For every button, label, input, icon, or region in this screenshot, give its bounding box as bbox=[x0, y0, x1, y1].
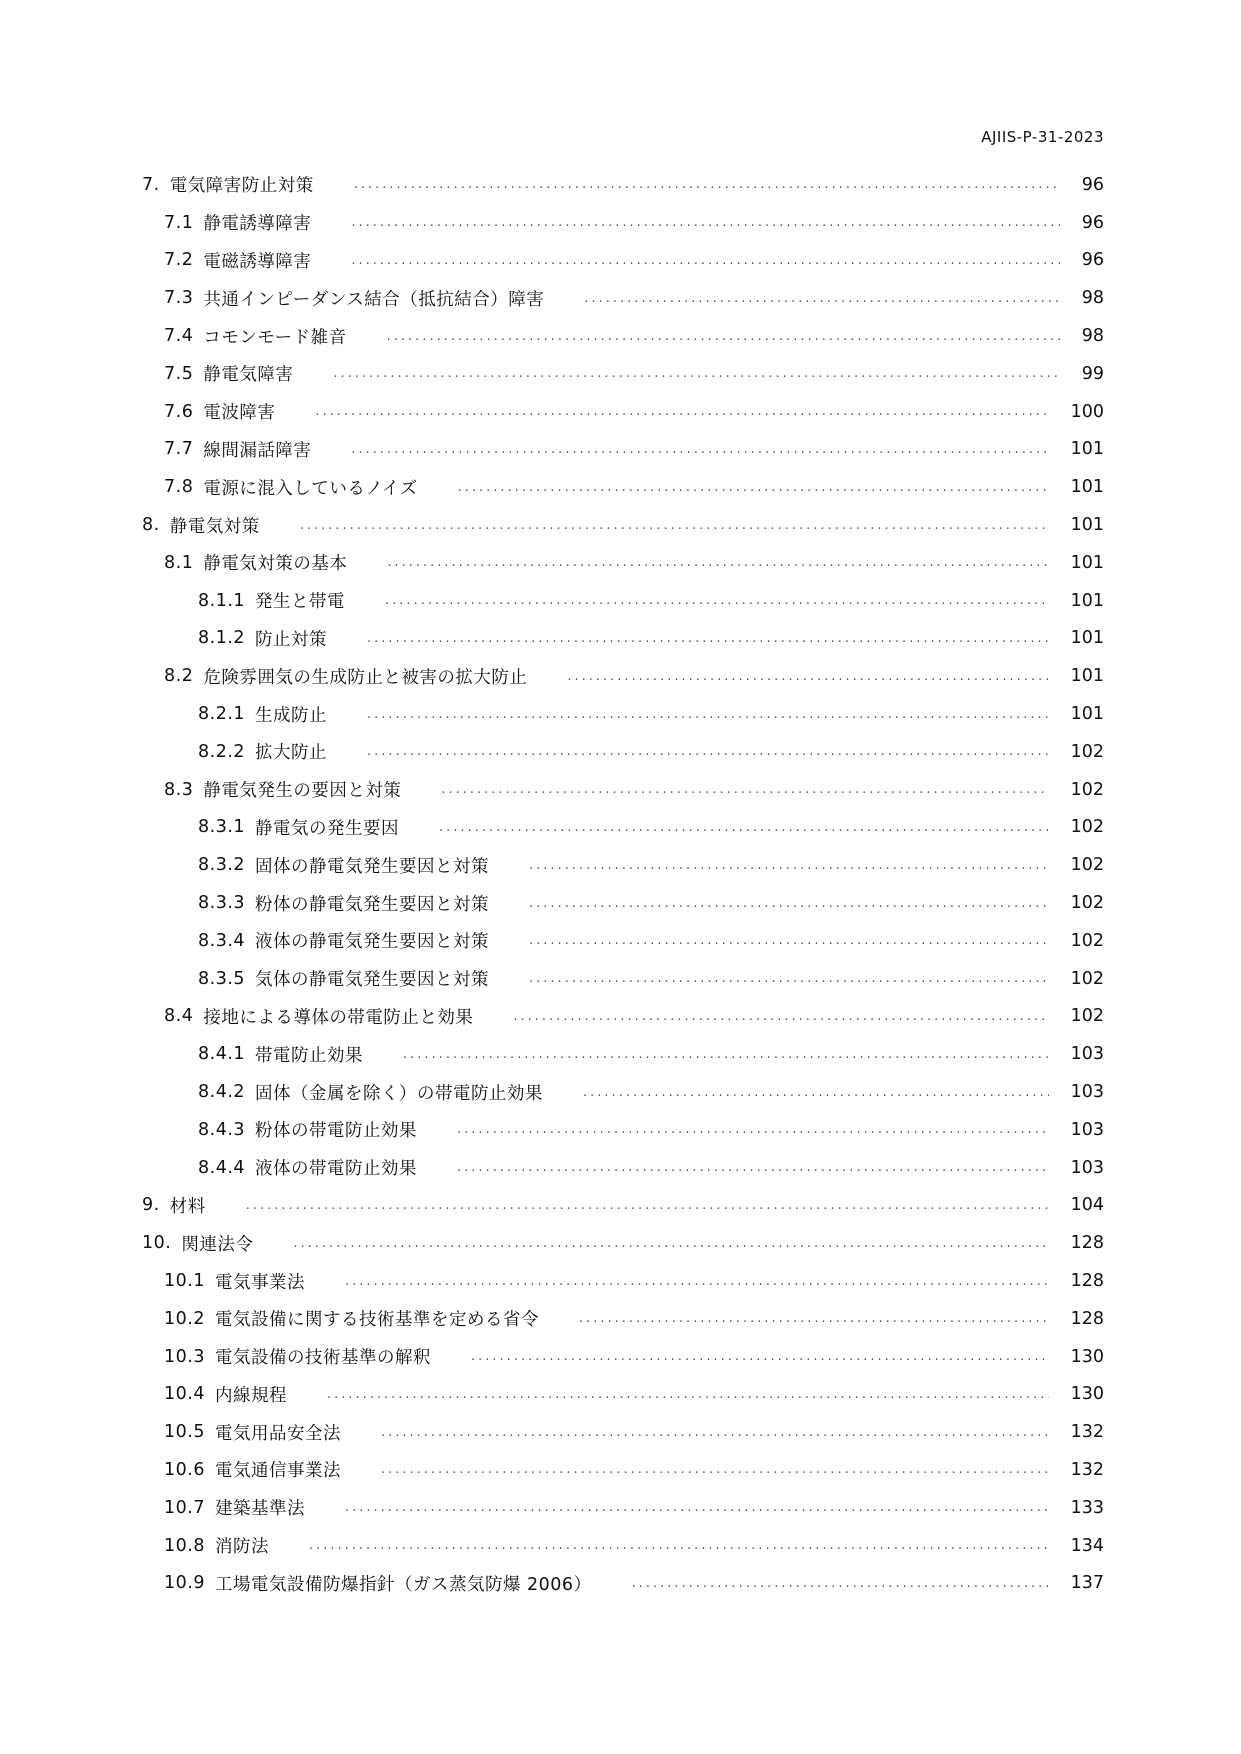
toc-entry[interactable] bbox=[142, 1489, 1104, 1527]
toc-entry-title: 電気設備の技術基準の解釈 bbox=[214, 1348, 431, 1369]
toc-entry-title: 静電気発生の要因と対策 bbox=[203, 781, 402, 802]
toc-entry-title: 気体の静電気発生要因と対策 bbox=[255, 970, 490, 991]
toc-entry[interactable] bbox=[142, 1262, 1104, 1300]
toc-entry[interactable] bbox=[142, 657, 1104, 695]
toc-entry-page: 102 bbox=[1070, 779, 1104, 800]
toc-entry-page: 102 bbox=[1070, 855, 1104, 876]
dot-leader bbox=[457, 1123, 1049, 1136]
toc-entry[interactable] bbox=[142, 1149, 1104, 1187]
toc-entry-title: 電気事業法 bbox=[214, 1272, 305, 1293]
toc-entry-number: 8.1 bbox=[164, 552, 194, 573]
toc-entry-page: 103 bbox=[1070, 1157, 1104, 1178]
dot-leader bbox=[513, 1010, 1048, 1023]
toc-entry-page: 132 bbox=[1070, 1459, 1104, 1480]
toc-entry-title: 接地による導体の帯電防止と効果 bbox=[203, 1007, 474, 1028]
toc-entry-page: 101 bbox=[1070, 515, 1104, 536]
toc-entry-number: 10.6 bbox=[164, 1459, 205, 1480]
toc-entry-page: 101 bbox=[1070, 439, 1104, 460]
toc-entry-number: 8.3.4 bbox=[198, 930, 246, 951]
toc-entry-page: 96 bbox=[1081, 174, 1104, 195]
toc-entry[interactable] bbox=[142, 544, 1104, 582]
dot-leader bbox=[351, 443, 1048, 456]
toc-entry-title: 固体の静電気発生要因と対策 bbox=[255, 856, 490, 877]
dot-leader bbox=[457, 1161, 1049, 1174]
toc-entry[interactable] bbox=[142, 279, 1104, 317]
dot-leader bbox=[387, 556, 1048, 569]
toc-entry-number: 7.7 bbox=[164, 439, 194, 460]
toc-entry[interactable] bbox=[142, 582, 1104, 620]
toc-entry[interactable] bbox=[142, 1451, 1104, 1489]
toc-entry-title: 建築基準法 bbox=[214, 1499, 305, 1520]
toc-entry-page: 103 bbox=[1070, 1044, 1104, 1065]
toc-entry-number: 10.2 bbox=[164, 1308, 205, 1329]
toc-entry[interactable] bbox=[142, 166, 1104, 204]
toc-entry-page: 102 bbox=[1070, 817, 1104, 838]
dot-leader bbox=[458, 481, 1049, 494]
dot-leader bbox=[354, 178, 1060, 191]
toc-entry-page: 128 bbox=[1070, 1308, 1104, 1329]
toc-entry-number: 7.5 bbox=[164, 363, 194, 384]
toc-entry-title: 静電気障害 bbox=[203, 365, 294, 386]
toc-entry-page: 102 bbox=[1070, 741, 1104, 762]
toc-entry-number: 10.9 bbox=[164, 1573, 205, 1594]
toc-entry-number: 8.4.2 bbox=[198, 1082, 246, 1103]
toc-entry-number: 8.2 bbox=[164, 666, 194, 687]
dot-leader bbox=[529, 859, 1049, 872]
toc-entry[interactable] bbox=[142, 733, 1104, 771]
dot-leader bbox=[381, 1426, 1049, 1439]
dot-leader bbox=[403, 1048, 1049, 1061]
toc-entry[interactable] bbox=[142, 620, 1104, 658]
toc-entry-page: 130 bbox=[1070, 1384, 1104, 1405]
toc-entry[interactable] bbox=[142, 1224, 1104, 1262]
dot-leader bbox=[315, 405, 1048, 418]
dot-leader bbox=[367, 745, 1049, 758]
toc-entry-title: 工場電気設備防爆指針（ガス蒸気防爆 2006） bbox=[214, 1574, 592, 1595]
toc-entry-page: 101 bbox=[1070, 628, 1104, 649]
toc-entry-number: 8.4.3 bbox=[198, 1119, 246, 1140]
toc-entry[interactable] bbox=[142, 1338, 1104, 1376]
toc-entry[interactable] bbox=[142, 468, 1104, 506]
dot-leader bbox=[529, 934, 1049, 947]
toc-entry[interactable] bbox=[142, 1187, 1104, 1225]
toc-entry[interactable] bbox=[142, 431, 1104, 469]
toc-entry-number: 8.2.2 bbox=[198, 741, 246, 762]
dot-leader bbox=[333, 367, 1059, 380]
toc-entry-number: 8.2.1 bbox=[198, 704, 246, 725]
toc-entry-page: 134 bbox=[1070, 1535, 1104, 1556]
table-of-contents bbox=[142, 166, 1104, 1602]
toc-entry[interactable] bbox=[142, 1413, 1104, 1451]
toc-entry-page: 100 bbox=[1070, 401, 1104, 422]
toc-entry[interactable] bbox=[142, 1564, 1104, 1602]
toc-entry-page: 96 bbox=[1081, 250, 1104, 271]
toc-entry-title: 静電気の発生要因 bbox=[255, 818, 400, 839]
toc-entry-title: 発生と帯電 bbox=[255, 592, 346, 613]
toc-entry-page: 101 bbox=[1070, 666, 1104, 687]
toc-entry[interactable] bbox=[142, 960, 1104, 998]
toc-entry[interactable] bbox=[142, 846, 1104, 884]
toc-entry-title: コモンモード雑音 bbox=[203, 327, 347, 348]
toc-entry-title: 電気設備に関する技術基準を定める省令 bbox=[214, 1310, 539, 1331]
dot-leader bbox=[579, 1312, 1049, 1325]
toc-entry-title: 消防法 bbox=[214, 1537, 269, 1558]
dot-leader bbox=[309, 1539, 1049, 1552]
dot-leader bbox=[367, 708, 1049, 721]
toc-entry[interactable] bbox=[142, 1035, 1104, 1073]
dot-leader bbox=[351, 216, 1059, 229]
dot-leader bbox=[583, 1086, 1049, 1099]
toc-entry-number: 10.1 bbox=[164, 1271, 205, 1291]
toc-entry-number: 7.1 bbox=[164, 212, 194, 233]
toc-entry-number: 8.4 bbox=[164, 1006, 194, 1027]
toc-entry-number: 8.4.4 bbox=[198, 1157, 246, 1178]
toc-entry[interactable] bbox=[142, 1527, 1104, 1565]
toc-entry-page: 103 bbox=[1070, 1082, 1104, 1103]
toc-entry-title: 防止対策 bbox=[255, 629, 328, 650]
toc-entry-number: 7.4 bbox=[164, 326, 194, 347]
toc-entry-number: 7. bbox=[142, 174, 160, 195]
toc-entry-page: 132 bbox=[1070, 1422, 1104, 1443]
dot-leader bbox=[471, 1350, 1049, 1363]
toc-entry[interactable] bbox=[142, 695, 1104, 733]
toc-entry-page: 98 bbox=[1081, 326, 1104, 347]
toc-entry-number: 8.1.1 bbox=[198, 590, 246, 611]
toc-entry[interactable] bbox=[142, 317, 1104, 355]
toc-entry-page: 96 bbox=[1081, 212, 1104, 233]
toc-entry-title: 静電気対策の基本 bbox=[203, 554, 348, 575]
toc-entry-page: 101 bbox=[1070, 704, 1104, 725]
dot-leader bbox=[246, 1199, 1049, 1212]
toc-entry[interactable] bbox=[142, 1111, 1104, 1149]
toc-entry-number: 10.4 bbox=[164, 1384, 205, 1405]
toc-entry-title: 線間漏話障害 bbox=[203, 440, 312, 461]
toc-entry[interactable] bbox=[142, 809, 1104, 847]
toc-entry-title: 内線規程 bbox=[214, 1385, 287, 1406]
dot-leader bbox=[351, 254, 1059, 267]
dot-leader bbox=[441, 783, 1048, 796]
toc-entry[interactable] bbox=[142, 1376, 1104, 1414]
toc-entry[interactable] bbox=[142, 204, 1104, 242]
document-id: AJIIS-P-31-2023 bbox=[981, 128, 1104, 146]
dot-leader bbox=[345, 1275, 1049, 1288]
toc-entry-page: 98 bbox=[1081, 288, 1104, 309]
toc-entry-title: 拡大防止 bbox=[255, 743, 328, 764]
toc-entry-page: 128 bbox=[1070, 1233, 1104, 1254]
toc-entry-page: 102 bbox=[1070, 968, 1104, 989]
toc-entry-number: 8.3.1 bbox=[198, 817, 246, 838]
toc-entry-title: 静電気対策 bbox=[169, 516, 260, 537]
toc-entry-page: 133 bbox=[1070, 1497, 1104, 1518]
toc-entry-title: 電気通信事業法 bbox=[214, 1461, 341, 1482]
toc-entry-title: 粉体の帯電防止効果 bbox=[255, 1121, 418, 1142]
toc-entry-number: 10.3 bbox=[164, 1346, 205, 1367]
toc-entry-page: 102 bbox=[1070, 930, 1104, 951]
toc-entry-title: 危険雰囲気の生成防止と被害の拡大防止 bbox=[203, 667, 528, 688]
toc-entry-number: 8.4.1 bbox=[198, 1044, 246, 1065]
toc-entry-number: 10. bbox=[142, 1233, 172, 1254]
toc-entry-page: 130 bbox=[1070, 1346, 1104, 1367]
toc-entry-page: 128 bbox=[1070, 1271, 1104, 1291]
toc-entry[interactable] bbox=[142, 922, 1104, 960]
toc-entry[interactable] bbox=[142, 884, 1104, 922]
toc-entry-page: 101 bbox=[1070, 552, 1104, 573]
dot-leader bbox=[293, 1237, 1048, 1250]
dot-leader bbox=[300, 519, 1049, 532]
toc-entry-title: 電磁誘導障害 bbox=[203, 251, 312, 272]
toc-entry[interactable] bbox=[142, 1073, 1104, 1111]
toc-entry[interactable] bbox=[142, 506, 1104, 544]
toc-entry-number: 10.5 bbox=[164, 1422, 205, 1443]
toc-entry-title: 電源に混入しているノイズ bbox=[203, 478, 418, 499]
toc-entry[interactable] bbox=[142, 771, 1104, 809]
toc-entry-number: 8. bbox=[142, 515, 160, 536]
dot-leader bbox=[385, 594, 1049, 607]
toc-entry-page: 101 bbox=[1070, 590, 1104, 611]
toc-entry-page: 104 bbox=[1070, 1195, 1104, 1216]
toc-entry-title: 電波障害 bbox=[203, 403, 276, 424]
toc-entry-number: 8.3.5 bbox=[198, 968, 246, 989]
toc-entry[interactable] bbox=[142, 355, 1104, 393]
toc-entry-number: 7.2 bbox=[164, 250, 194, 271]
toc-entry-number: 10.7 bbox=[164, 1497, 205, 1518]
toc-entry-number: 8.3 bbox=[164, 779, 194, 800]
toc-entry-title: 材料 bbox=[169, 1196, 206, 1217]
toc-entry-number: 8.3.3 bbox=[198, 893, 246, 914]
toc-entry-page: 101 bbox=[1070, 477, 1104, 498]
toc-entry-page: 103 bbox=[1070, 1119, 1104, 1140]
toc-entry[interactable] bbox=[142, 393, 1104, 431]
dot-leader bbox=[529, 897, 1049, 910]
toc-entry-title: 液体の静電気発生要因と対策 bbox=[255, 932, 490, 953]
toc-entry[interactable] bbox=[142, 1300, 1104, 1338]
toc-entry-title: 粉体の静電気発生要因と対策 bbox=[255, 894, 490, 915]
toc-entry-number: 7.3 bbox=[164, 288, 194, 309]
toc-entry-number: 7.8 bbox=[164, 477, 194, 498]
dot-leader bbox=[367, 632, 1049, 645]
dot-leader bbox=[387, 330, 1060, 343]
toc-entry-number: 7.6 bbox=[164, 401, 194, 422]
dot-leader bbox=[327, 1388, 1049, 1401]
dot-leader bbox=[381, 1463, 1049, 1476]
toc-entry-number: 10.8 bbox=[164, 1535, 205, 1556]
toc-entry-page: 102 bbox=[1070, 1006, 1104, 1027]
dot-leader bbox=[567, 670, 1048, 683]
toc-entry-title: 帯電防止効果 bbox=[255, 1045, 364, 1066]
toc-entry-title: 生成防止 bbox=[255, 705, 328, 726]
toc-entry-number: 9. bbox=[142, 1195, 160, 1216]
dot-leader bbox=[529, 972, 1049, 985]
toc-entry-page: 137 bbox=[1070, 1573, 1104, 1594]
toc-entry-title: 静電誘導障害 bbox=[203, 214, 312, 235]
dot-leader bbox=[584, 292, 1059, 305]
toc-entry-title: 液体の帯電防止効果 bbox=[255, 1159, 418, 1180]
dot-leader bbox=[345, 1501, 1049, 1514]
toc-entry-title: 固体（金属を除く）の帯電防止効果 bbox=[255, 1083, 544, 1104]
toc-entry-number: 8.3.2 bbox=[198, 855, 246, 876]
toc-entry-page: 102 bbox=[1070, 893, 1104, 914]
toc-entry-title: 電気用品安全法 bbox=[214, 1423, 341, 1444]
toc-entry-number: 8.1.2 bbox=[198, 628, 246, 649]
toc-entry-title: 関連法令 bbox=[181, 1234, 254, 1255]
toc-entry[interactable] bbox=[142, 242, 1104, 280]
dot-leader bbox=[632, 1577, 1049, 1590]
toc-entry-title: 共通インピーダンス結合（抵抗結合）障害 bbox=[203, 289, 545, 310]
dot-leader bbox=[439, 821, 1049, 834]
toc-entry[interactable] bbox=[142, 998, 1104, 1036]
toc-entry-title: 電気障害防止対策 bbox=[169, 176, 314, 197]
toc-entry-page: 99 bbox=[1081, 363, 1104, 384]
